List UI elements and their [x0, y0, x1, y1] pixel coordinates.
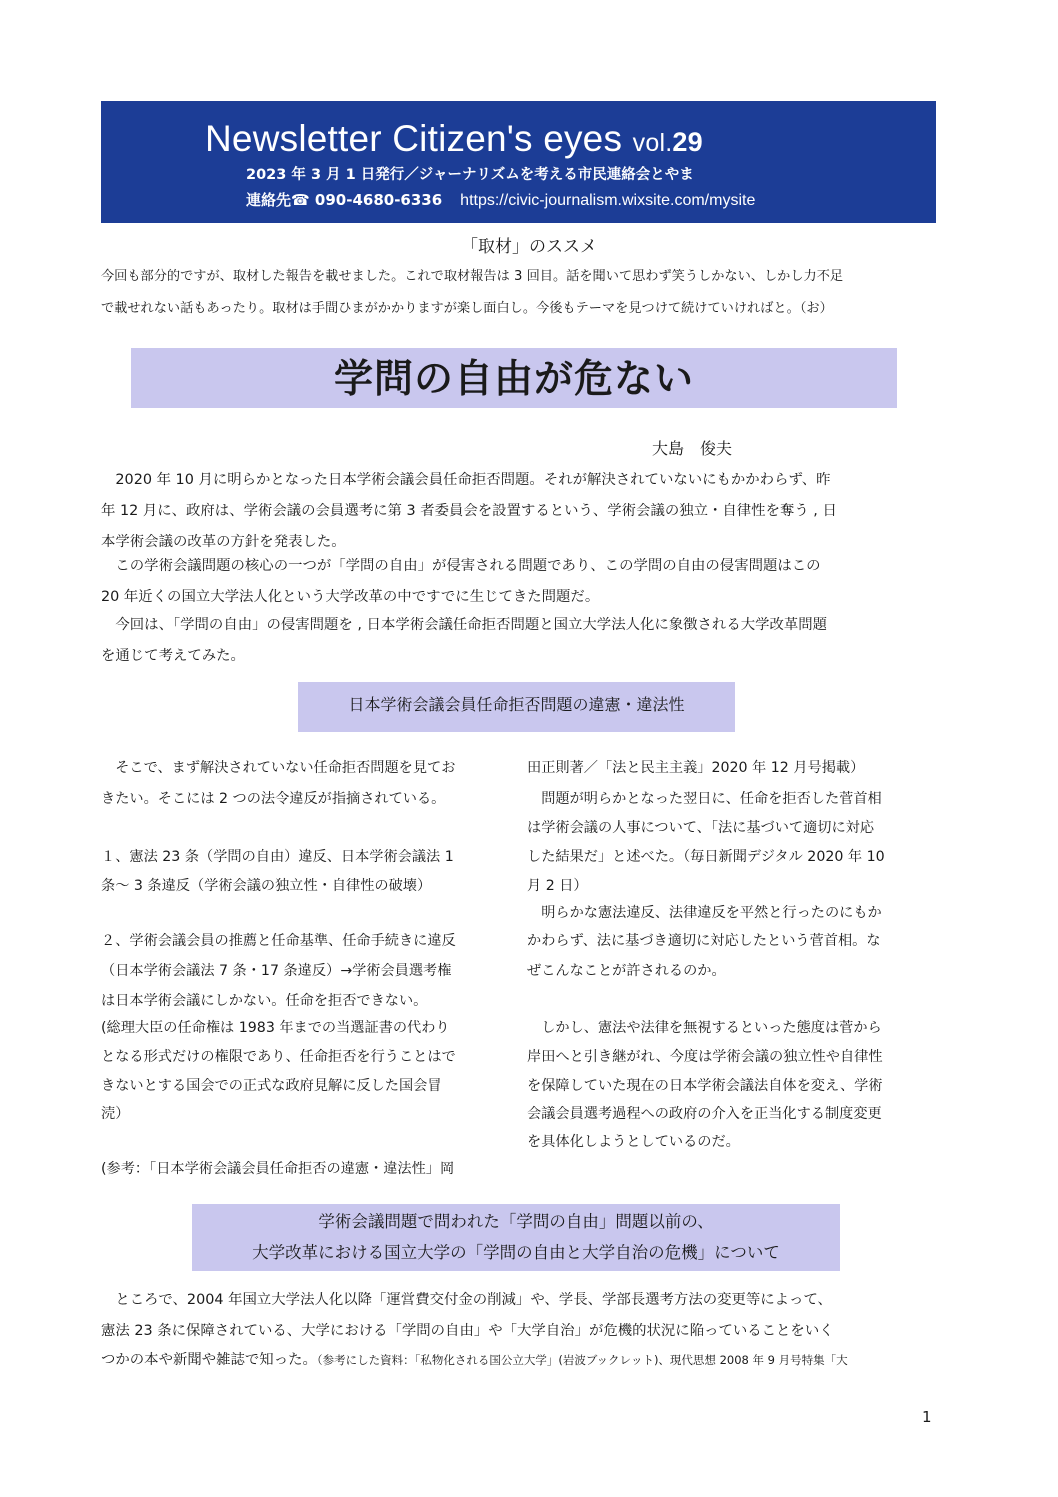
newsletter-banner [101, 101, 936, 223]
right-col-line: かわらず、法に基づき適切に対応したという菅首相。な [527, 933, 881, 949]
left-col-line: きないとする国会での正式な政府見解に反した国会冒 [101, 1078, 442, 1094]
section2-body-line: 憲法 23 条に保障されている、大学における「学問の自由」や「大学自治」が危機的状況に陥っていることをいく [101, 1323, 834, 1339]
reference-note: （参考にした資料：｢私物化される国公立大学」(岩波ブックレット)、現代思想 2008 年 9 月号特集「大 [316, 1353, 848, 1367]
right-col-line: は学術会議の人事について、｢法に基づいて適切に対応 [527, 820, 875, 836]
right-col-line: 会議会員選考過程への政府の介入を正当化する制度変更 [527, 1106, 882, 1122]
right-col-line: 岸田へと引き継がれ、今度は学術会議の独立性や自律性 [527, 1049, 883, 1065]
lead-line: 20 年近くの国立大学法人化という大学改革の中ですでに生じてきた問題だ。 [101, 589, 600, 605]
left-col-line: 涜） [101, 1106, 130, 1122]
left-col-line: は日本学術会議にしかない。任命を拒否できない。 [101, 993, 428, 1009]
newsletter-name: Newsletter Citizen's eyes [205, 118, 633, 159]
article-title: 学問の自由が危ない [333, 356, 694, 402]
left-col-line: となる形式だけの権限であり、任命拒否を行うことはで [101, 1049, 456, 1065]
right-col-line: 月 2 日） [527, 878, 588, 894]
intro-line: で載せれない話もあったり。取材は手間ひまがかかりますが楽し面白し。今後もテーマを見つけて続けていければと。（お） [101, 301, 833, 316]
left-col-line: (総理大臣の任命権は 1983 年までの当選証書の代わり [101, 1020, 450, 1036]
intro-heading: 「取材」のススメ [461, 237, 597, 257]
right-col-line: した結果だ」と述べた。（毎日新聞デジタル 2020 年 10 [527, 849, 885, 865]
vol-number: 29 [672, 127, 703, 157]
section2-title-box [192, 1204, 840, 1271]
contact-phone: 連絡先☎ 090-4680-6336 [246, 191, 443, 209]
right-col-line: を具体化しようとしているのだ。 [527, 1134, 740, 1150]
right-col-line: 明らかな憲法違反、法律違反を平然と行ったのにもか [527, 905, 882, 921]
right-col-line: 田正則著／「法と民主主義」2020 年 12 月号掲載） [527, 760, 865, 776]
lead-line: 年 12 月に、政府は、学術会議の会員選考に第 3 者委員会を設置するという、学術会議の独立・自律性を奪う , 日 [101, 503, 837, 519]
left-col-line: きたい。そこには 2 つの法令違反が指摘されている。 [101, 791, 446, 807]
article-title-box [131, 348, 897, 408]
right-col-line: 問題が明らかとなった翌日に、任命を拒否した菅首相 [527, 791, 882, 807]
right-col-line: を保障していた現在の日本学術会議法自体を変え、学術 [527, 1078, 883, 1094]
left-col-line: 条～ 3 条違反（学術会議の独立性・自律性の破壊） [101, 878, 432, 894]
section2-body-line: ところで、2004 年国立大学法人化以降「運営費交付金の削減」や、学長、学部長選考方法の変更等によって、 [101, 1292, 832, 1308]
website-link[interactable]: https://civic-journalism.wixsite.com/mysite [460, 192, 756, 209]
lead-line: 本学術会議の改革の方針を発表した。 [101, 534, 346, 550]
section2-body-text: つかの本や新聞や雑誌で知った。 [101, 1352, 317, 1368]
left-col-line: (参考：｢日本学術会議会員任命拒否の違憲・違法性」岡 [101, 1161, 455, 1177]
left-col-line: （日本学術会議法 7 条・17 条違反）→学術会員選考権 [101, 963, 452, 979]
lead-line: 今回は、「学問の自由」の侵害問題を , 日本学術会議任命拒否問題と国立大学法人化に象徴される大学改革問題 [101, 617, 828, 633]
section1-title-box [298, 682, 735, 732]
lead-line: この学術会議問題の核心の一つが「学問の自由」が侵害される問題であり、この学問の自由の侵害問題はこの [101, 558, 821, 574]
intro-line: 今回も部分的ですが、取材した報告を載せました。これで取材報告は 3 回目。話を聞いて思わず笑うしかない、しかし力不足 [101, 269, 844, 284]
contact-line [246, 189, 755, 212]
vol-label: vol. [632, 129, 673, 157]
right-col-line: しかし、憲法や法律を無視するといった態度は菅から [527, 1020, 882, 1036]
page-number: 1 [922, 1408, 932, 1426]
newsletter-title [205, 117, 703, 165]
left-col-line: そこで、まず解決されていない任命拒否問題を見てお [101, 760, 456, 776]
section2-body-line [101, 1345, 936, 1375]
section1-title: 日本学術会議会員任命拒否問題の違憲・違法性 [348, 695, 685, 714]
lead-line: 2020 年 10 月に明らかとなった日本学術会議会員任命拒否問題。それが解決されていないにもかかわらず、昨 [101, 472, 831, 488]
right-col-line: ぜこんなことが許されるのか。 [527, 963, 726, 979]
left-col-line: １、憲法 23 条（学問の自由）違反、日本学術会議法 1 [101, 849, 454, 865]
issue-date-publisher: 2023 年 3 月 1 日発行／ジャーナリズムを考える市民連絡会とやま [246, 167, 694, 183]
lead-line: を通じて考えてみた。 [101, 648, 245, 664]
left-col-line: ２、学術会議会員の推薦と任命基準、任命手続きに違反 [101, 933, 456, 949]
section2-title-line: 大学改革における国立大学の「学問の自由と大学自治の危機」について [252, 1243, 780, 1262]
article-author: 大島 俊夫 [652, 439, 733, 458]
section2-title-line: 学術会議問題で問われた「学問の自由」問題以前の、 [318, 1212, 714, 1231]
